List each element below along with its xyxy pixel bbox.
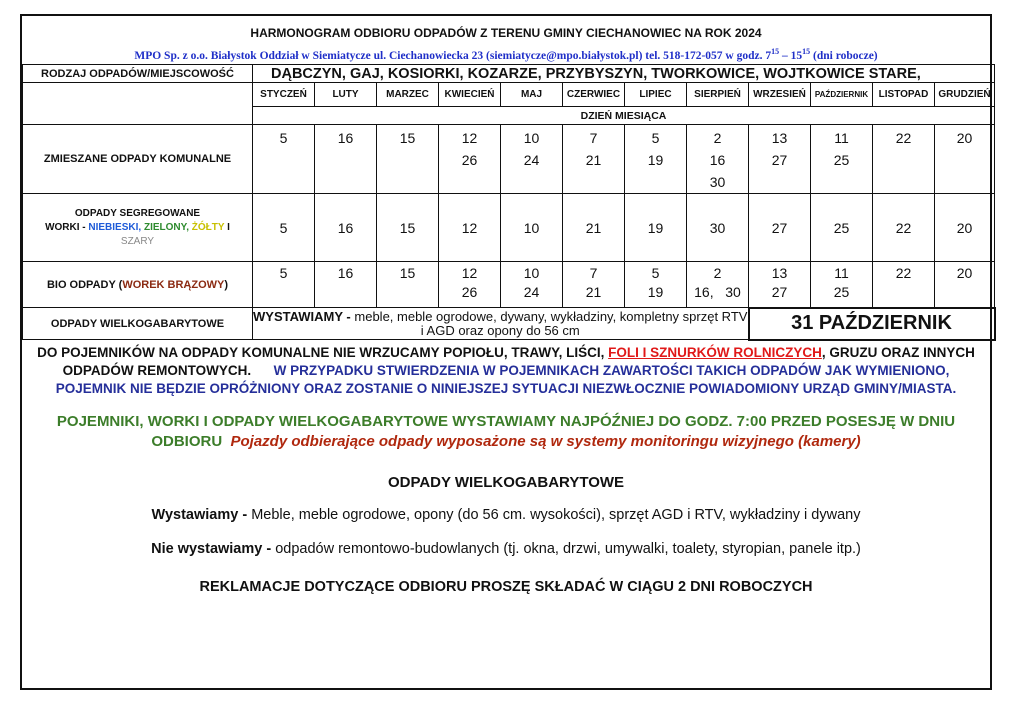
bulky-date: 31 PAŹDZIERNIK xyxy=(749,308,995,340)
day-cell: 15 xyxy=(377,262,439,308)
month-header: CZERWIEC xyxy=(563,83,625,107)
month-header: LIPIEC xyxy=(625,83,687,107)
day-cell: 7 21 xyxy=(563,125,625,194)
schedule-table xyxy=(22,64,996,341)
month-header: LISTOPAD xyxy=(873,83,935,107)
day-cell: 22 xyxy=(873,262,935,308)
complaints-notice: REKLAMACJE DOTYCZĄCE ODBIORU PROSZĘ SKŁADAĆ W CIĄGU 2 DNI ROBOCZYCH xyxy=(199,579,813,595)
day-cell: 12 xyxy=(439,194,501,262)
month-header: MAJ xyxy=(501,83,563,107)
row-label-mixed: ZMIESZANE ODPADY KOMUNALNE xyxy=(23,125,253,194)
months-row xyxy=(23,83,995,107)
bulky-allowed: Wystawiamy - Meble, meble ogrodowe, opony (do 56 cm. wysokości), sprzęt AGD i RTV, wykładziny i dywany xyxy=(151,507,861,523)
day-cell: 30 xyxy=(687,194,749,262)
bulky-heading: ODPADY WIELKOGABARYTOWE xyxy=(387,474,625,491)
company-contact: MPO Sp. z o.o. Białystok Oddział w Siemiatycze ul. Ciechanowiecka 23 (siemiatycze@mpo.białystok.pl) tel. 518-172-057 w godz. $7^{15} - 15^{15}$ (dni robocze) xyxy=(134,47,878,62)
month-header: LUTY xyxy=(315,83,377,107)
day-cell: 13 27 xyxy=(749,125,811,194)
day-cell: 20 xyxy=(935,194,995,262)
day-cell: 27 xyxy=(749,194,811,262)
empty-corner xyxy=(23,83,253,125)
day-cell: 16 xyxy=(315,125,377,194)
day-cell: 12 26 xyxy=(439,262,501,308)
month-header: KWIECIEŃ xyxy=(439,83,501,107)
day-cell: 21 xyxy=(563,194,625,262)
day-cell: 11 25 xyxy=(811,125,873,194)
row-label-segregated: ODPADY SEGREGOWANE WORKI - NIEBIESKI, ZIELONY, ŻÓŁTY I SZARY xyxy=(23,194,253,262)
month-header: SIERPIEŃ xyxy=(687,83,749,107)
month-header: WRZESIEŃ xyxy=(749,83,811,107)
pickup-time-notice: POJEMNIKI, WORKI I ODPADY WIELKOGABARYTOWE WYSTAWIAMY NAJPÓŹNIEJ DO GODZ. 7:00 PRZED POSESJĘ W DNIU ODBIORU Pojazdy odbierające odpady wyposażone są w systemy monitoringu wizyjnego (kamery) xyxy=(56,413,956,450)
day-cell: 22 xyxy=(873,125,935,194)
table-row-segregated xyxy=(23,194,995,262)
month-header: MARZEC xyxy=(377,83,439,107)
waste-type-header: RODZAJ ODPADÓW/MIEJSCOWOŚĆ xyxy=(23,65,253,83)
day-cell: 20 xyxy=(935,125,995,194)
month-header: GRUDZIEŃ xyxy=(935,83,995,107)
day-of-month-label: DZIEŃ MIESIĄCA xyxy=(253,107,995,125)
villages-header: DĄBCZYN, GAJ, KOSIORKI, KOZARZE, PRZYBYSZYN, TWORKOWICE, WOJTKOWICE STARE, xyxy=(253,65,995,83)
day-cell: 2 16, 30 xyxy=(687,262,749,308)
day-cell: 10 24 xyxy=(501,125,563,194)
day-cell: 2 16 30 xyxy=(687,125,749,194)
day-cell: 5 19 xyxy=(625,262,687,308)
day-cell: 15 xyxy=(377,125,439,194)
day-cell: 11 25 xyxy=(811,262,873,308)
page-title: HARMONOGRAM ODBIORU ODPADÓW Z TERENU GMINY CIECHANOWIEC NA ROK 2024 xyxy=(250,26,762,40)
month-header: STYCZEŃ xyxy=(253,83,315,107)
table-row-mixed xyxy=(23,125,995,194)
day-cell: 16 xyxy=(315,194,377,262)
day-cell: 10 24 xyxy=(501,262,563,308)
month-header: PAŹDZIERNIK xyxy=(811,83,873,107)
day-cell: 16 xyxy=(315,262,377,308)
day-cell: 19 xyxy=(625,194,687,262)
bulky-not-allowed: Nie wystawiamy - odpadów remontowo-budowlanych (tj. okna, drzwi, umywalki, toalety, styropian, panele itp.) xyxy=(151,541,861,557)
schedule-sheet xyxy=(20,14,992,690)
day-cell: 22 xyxy=(873,194,935,262)
day-cell: 5 xyxy=(253,125,315,194)
notes-section xyxy=(22,344,990,595)
day-cell: 15 xyxy=(377,194,439,262)
day-cell: 10 xyxy=(501,194,563,262)
bulky-description: WYSTAWIAMY - meble, meble ogrodowe, dywany, wykładziny, kompletny sprzęt RTV i AGD oraz opony do 56 cm xyxy=(253,308,748,338)
day-cell: 5 xyxy=(253,194,315,262)
row-label-bulky: ODPADY WIELKOGABARYTOWE xyxy=(23,308,253,340)
day-cell: 13 27 xyxy=(749,262,811,308)
table-row-bio xyxy=(23,262,995,308)
day-cell: 7 21 xyxy=(563,262,625,308)
day-cell: 25 xyxy=(811,194,873,262)
day-cell: 20 xyxy=(935,262,995,308)
day-cell: 5 xyxy=(253,262,315,308)
day-cell: 5 19 xyxy=(625,125,687,194)
table-row-bulky xyxy=(23,308,995,340)
row-label-bio: BIO ODPADY (WOREK BRĄZOWY) xyxy=(23,262,253,308)
restriction-notice: DO POJEMNIKÓW NA ODPADY KOMUNALNE NIE WRZUCAMY POPIOŁU, TRAWY, LIŚCI, FOLI I SZNURKÓW ROLNICZYCH, GRUZU ORAZ INNYCH ODPADÓW REMONTOWYCH. W PRZYPADKU STWIERDZENIA W POJEMNIKACH ZAWARTOŚCI TAKICH ODPADÓW JAK WYMIENIONO, POJEMNIK NIE BĘDZIE OPRÓŻNIONY ORAZ ZOSTANIE O NINIEJSZEJ SYTUACJI NIEZWŁOCZNIE POWIADOMIONY URZĄD GMINY/MIASTA. xyxy=(37,345,975,396)
day-cell: 12 26 xyxy=(439,125,501,194)
